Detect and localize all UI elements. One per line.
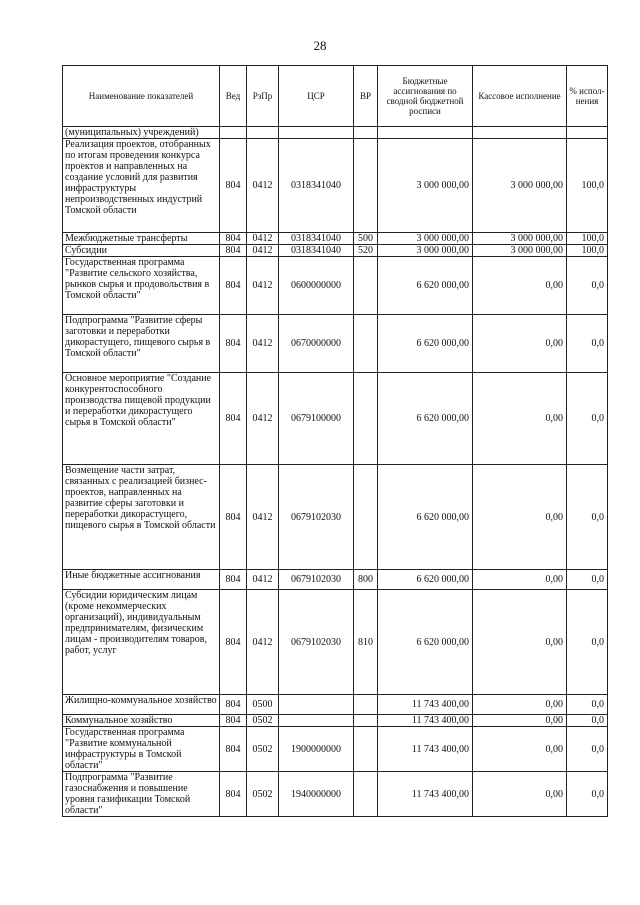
cell-percent: 0,0 <box>567 373 608 465</box>
cell-csr: 0679100000 <box>279 373 354 465</box>
cell-percent: 0,0 <box>567 315 608 373</box>
cell-csr: 1940000000 <box>279 772 354 817</box>
cell-ved: 804 <box>220 245 247 257</box>
cell-name: (муниципальных) учреждений) <box>63 127 220 139</box>
cell-percent: 0,0 <box>567 590 608 695</box>
cell-csr <box>279 127 354 139</box>
cell-csr: 1900000000 <box>279 727 354 772</box>
cell-vr: 520 <box>354 245 378 257</box>
table-row <box>63 127 608 139</box>
cell-cash-execution: 0,00 <box>473 257 567 315</box>
cell-cash-execution: 3 000 000,00 <box>473 139 567 233</box>
cell-csr: 0318341040 <box>279 245 354 257</box>
cell-name: Коммунальное хозяйство <box>63 715 220 727</box>
cell-percent: 0,0 <box>567 257 608 315</box>
cell-csr: 0679102030 <box>279 590 354 695</box>
cell-csr: 0679102030 <box>279 465 354 570</box>
cell-rzpr: 0502 <box>247 715 279 727</box>
cell-vr: 500 <box>354 233 378 245</box>
cell-vr <box>354 139 378 233</box>
cell-ved: 804 <box>220 570 247 590</box>
table-row <box>63 373 608 465</box>
header-ved: Вед <box>220 66 247 127</box>
cell-vr <box>354 465 378 570</box>
cell-rzpr: 0412 <box>247 590 279 695</box>
cell-name: Жилищно-коммунальное хозяйство <box>63 695 220 715</box>
cell-ved: 804 <box>220 233 247 245</box>
table-row <box>63 257 608 315</box>
cell-csr: 0670000000 <box>279 315 354 373</box>
cell-assignments: 11 743 400,00 <box>378 727 473 772</box>
cell-cash-execution: 0,00 <box>473 315 567 373</box>
header-cash-execution: Кассовое исполнение <box>473 66 567 127</box>
cell-assignments: 11 743 400,00 <box>378 695 473 715</box>
cell-vr <box>354 715 378 727</box>
cell-ved: 804 <box>220 772 247 817</box>
cell-cash-execution: 0,00 <box>473 715 567 727</box>
table-row <box>63 233 608 245</box>
header-assignments: Бюджетные ассигнования по сводной бюджетной росписи <box>378 66 473 127</box>
table-row <box>63 245 608 257</box>
cell-cash-execution: 0,00 <box>473 590 567 695</box>
cell-percent: 0,0 <box>567 570 608 590</box>
cell-percent: 0,0 <box>567 465 608 570</box>
cell-percent: 0,0 <box>567 727 608 772</box>
cell-cash-execution <box>473 127 567 139</box>
cell-rzpr: 0412 <box>247 373 279 465</box>
cell-rzpr: 0502 <box>247 727 279 772</box>
cell-name: Межбюджетные трансферты <box>63 233 220 245</box>
table-row <box>63 715 608 727</box>
cell-name: Основное мероприятие "Создание конкурентоспособного производства пищевой продукции и переработки дикорастущего сырья в Томской области" <box>63 373 220 465</box>
cell-cash-execution: 0,00 <box>473 695 567 715</box>
cell-assignments: 6 620 000,00 <box>378 257 473 315</box>
cell-assignments <box>378 127 473 139</box>
cell-vr <box>354 373 378 465</box>
cell-ved: 804 <box>220 715 247 727</box>
cell-vr <box>354 695 378 715</box>
cell-name: Подпрограмма "Развитие газоснабжения и повышение уровня газификации Томской области" <box>63 772 220 817</box>
cell-assignments: 3 000 000,00 <box>378 139 473 233</box>
cell-rzpr: 0412 <box>247 465 279 570</box>
table-header-row <box>63 66 608 127</box>
cell-assignments: 11 743 400,00 <box>378 715 473 727</box>
cell-name: Подпрограмма "Развитие сферы заготовки и переработки дикорастущего, пищевого сырья в Томской области" <box>63 315 220 373</box>
header-name: Наименование показателей <box>63 66 220 127</box>
cell-cash-execution: 0,00 <box>473 373 567 465</box>
cell-csr: 0679102030 <box>279 570 354 590</box>
cell-rzpr: 0412 <box>247 315 279 373</box>
cell-ved: 804 <box>220 727 247 772</box>
cell-vr <box>354 127 378 139</box>
cell-vr <box>354 727 378 772</box>
cell-ved <box>220 127 247 139</box>
cell-cash-execution: 0,00 <box>473 772 567 817</box>
cell-assignments: 6 620 000,00 <box>378 315 473 373</box>
cell-percent: 100,0 <box>567 139 608 233</box>
cell-cash-execution: 0,00 <box>473 727 567 772</box>
cell-csr <box>279 715 354 727</box>
table-row <box>63 465 608 570</box>
cell-cash-execution: 0,00 <box>473 570 567 590</box>
cell-assignments: 6 620 000,00 <box>378 465 473 570</box>
cell-rzpr: 0412 <box>247 233 279 245</box>
cell-csr: 0318341040 <box>279 139 354 233</box>
header-vr: ВР <box>354 66 378 127</box>
cell-percent: 100,0 <box>567 245 608 257</box>
cell-rzpr: 0412 <box>247 139 279 233</box>
cell-ved: 804 <box>220 590 247 695</box>
cell-rzpr: 0500 <box>247 695 279 715</box>
cell-rzpr: 0502 <box>247 772 279 817</box>
cell-vr <box>354 772 378 817</box>
cell-csr: 0600000000 <box>279 257 354 315</box>
cell-name: Субсидии юридическим лицам (кроме некоммерческих организаций), индивидуальным предпринимателям, физическим лицам - производителям товаров, работ, услуг <box>63 590 220 695</box>
cell-cash-execution: 3 000 000,00 <box>473 233 567 245</box>
table-row <box>63 772 608 817</box>
cell-name: Государственная программа "Развитие сельского хозяйства, рынков сырья и продовольствия в Томской области" <box>63 257 220 315</box>
cell-name: Иные бюджетные ассигнования <box>63 570 220 590</box>
table-row <box>63 139 608 233</box>
table-row <box>63 590 608 695</box>
cell-percent: 0,0 <box>567 772 608 817</box>
cell-assignments: 3 000 000,00 <box>378 233 473 245</box>
page-number: 28 <box>313 38 327 53</box>
cell-cash-execution: 3 000 000,00 <box>473 245 567 257</box>
cell-rzpr: 0412 <box>247 245 279 257</box>
header-csr: ЦСР <box>279 66 354 127</box>
cell-csr <box>279 695 354 715</box>
header-rzpr: РзПр <box>247 66 279 127</box>
cell-rzpr <box>247 127 279 139</box>
table-row <box>63 727 608 772</box>
cell-vr <box>354 315 378 373</box>
table-row <box>63 315 608 373</box>
cell-rzpr: 0412 <box>247 257 279 315</box>
cell-assignments: 11 743 400,00 <box>378 772 473 817</box>
cell-assignments: 6 620 000,00 <box>378 590 473 695</box>
cell-percent: 100,0 <box>567 233 608 245</box>
cell-ved: 804 <box>220 695 247 715</box>
cell-csr: 0318341040 <box>279 233 354 245</box>
cell-assignments: 3 000 000,00 <box>378 245 473 257</box>
table-body <box>63 127 608 817</box>
cell-name: Государственная программа "Развитие коммунальной инфраструктуры в Томской области" <box>63 727 220 772</box>
cell-vr: 800 <box>354 570 378 590</box>
cell-percent <box>567 127 608 139</box>
cell-name: Субсидии <box>63 245 220 257</box>
cell-assignments: 6 620 000,00 <box>378 570 473 590</box>
header-percent: % испол-нения <box>567 66 608 127</box>
cell-vr <box>354 257 378 315</box>
cell-ved: 804 <box>220 373 247 465</box>
table-row <box>63 695 608 715</box>
cell-rzpr: 0412 <box>247 570 279 590</box>
cell-vr: 810 <box>354 590 378 695</box>
cell-ved: 804 <box>220 139 247 233</box>
cell-cash-execution: 0,00 <box>473 465 567 570</box>
cell-percent: 0,0 <box>567 715 608 727</box>
cell-name: Возмещение части затрат, связанных с реализацией бизнес-проектов, направленных на развитие сферы заготовки и переработки дикорастущего, пищевого сырья в Томской области <box>63 465 220 570</box>
cell-percent: 0,0 <box>567 695 608 715</box>
table-row <box>63 570 608 590</box>
budget-table <box>62 65 608 817</box>
cell-ved: 804 <box>220 257 247 315</box>
cell-ved: 804 <box>220 315 247 373</box>
cell-assignments: 6 620 000,00 <box>378 373 473 465</box>
cell-name: Реализация проектов, отобранных по итогам проведения конкурса проектов и направленных на создание условий для развития инфраструктуры непроизводственных индустрий Томской области <box>63 139 220 233</box>
cell-ved: 804 <box>220 465 247 570</box>
